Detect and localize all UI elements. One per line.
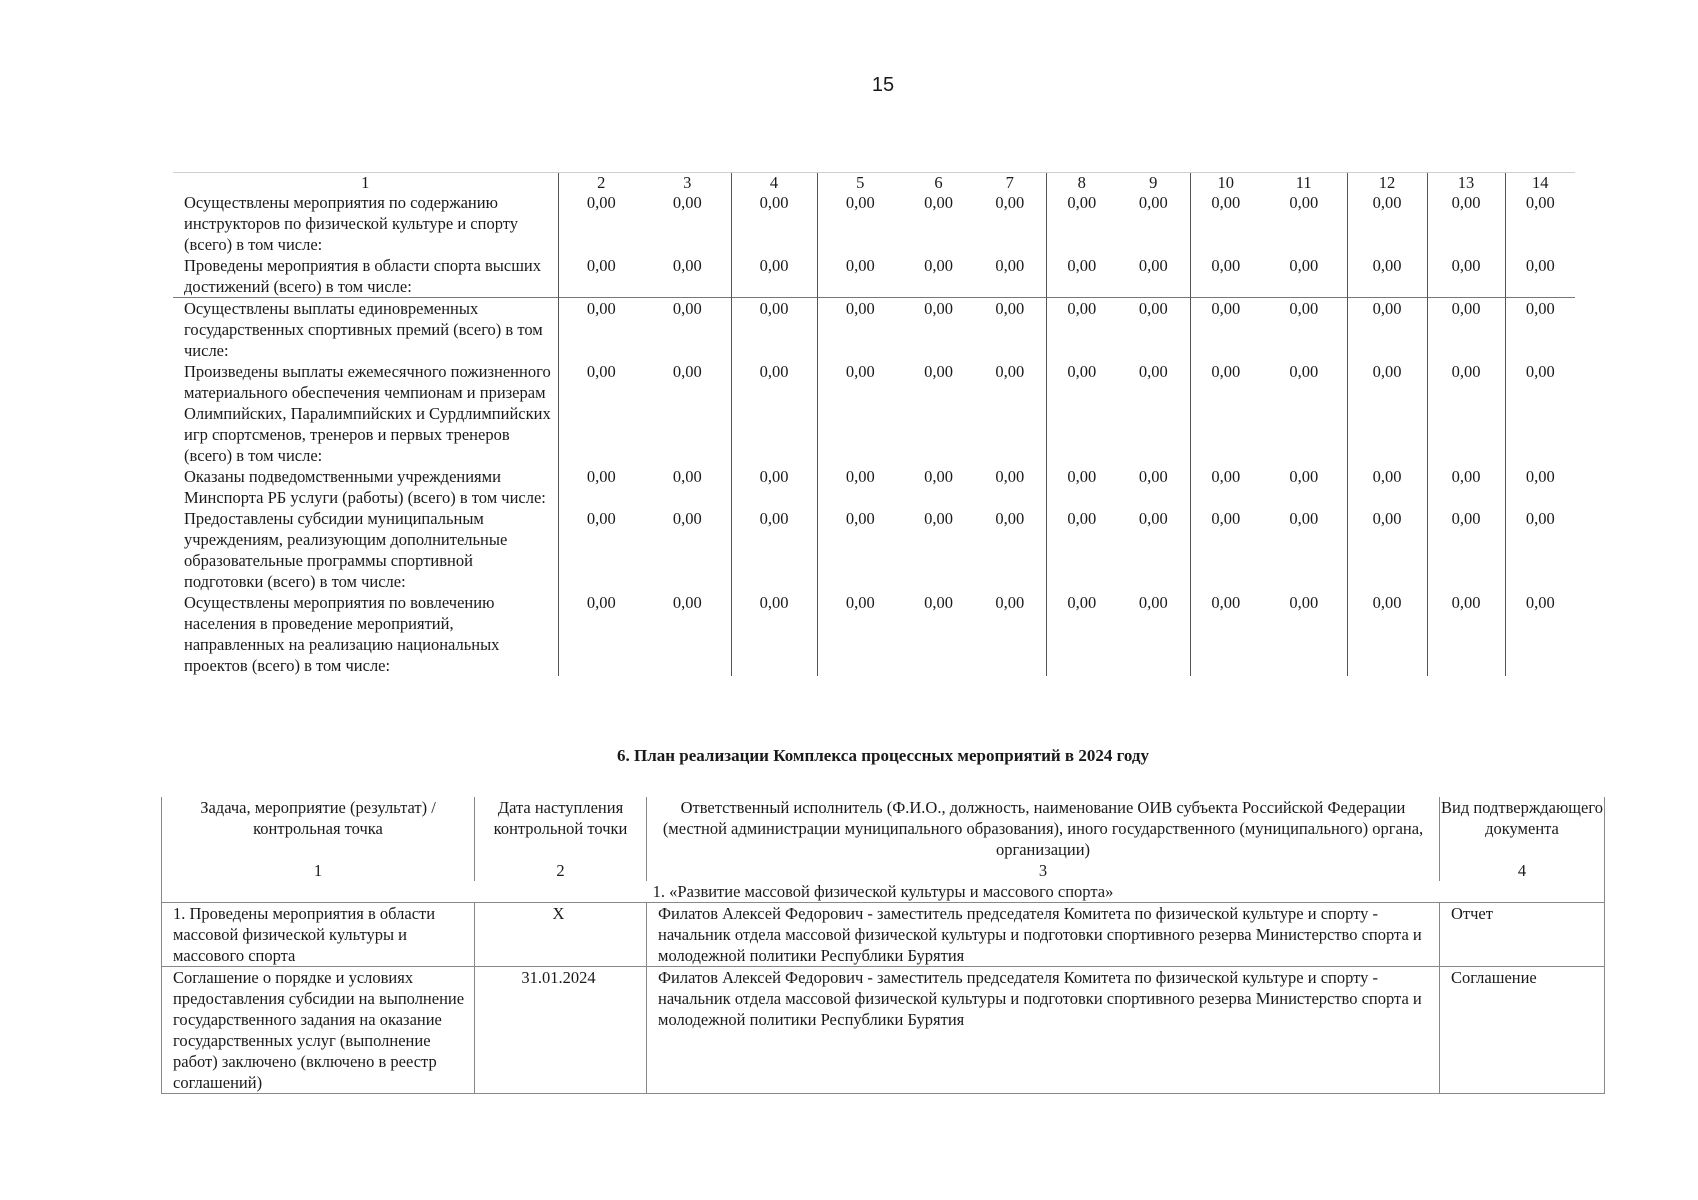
funding-table xyxy=(173,172,1575,676)
funding-value-cell: 0,00 xyxy=(644,298,731,362)
funding-value-cell: 0,00 xyxy=(1190,592,1261,676)
funding-row-label: Предоставлены субсидии муниципальным учреждениям, реализующим дополнительные образовательные программы спортивной подготовки (всего) в том числе: xyxy=(184,509,508,591)
funding-value-cell: 0,00 xyxy=(924,467,953,486)
funding-value-cell: 0,00 xyxy=(1347,192,1427,255)
funding-value-cell: 0,00 xyxy=(731,361,817,466)
funding-value-cell: 0,00 xyxy=(1505,592,1575,676)
funding-header-row xyxy=(173,173,1575,193)
funding-value-cell: 0,00 xyxy=(1138,467,1168,486)
funding-value-cell: 0,00 xyxy=(1427,298,1505,362)
funding-header-cell: 3 xyxy=(644,173,731,193)
plan-row xyxy=(162,967,1605,1094)
funding-value-cell: 0,00 xyxy=(1427,192,1505,255)
plan-task-cell: 1. Проведены мероприятия в области массовой физической культуры и массового спорта xyxy=(162,903,475,967)
funding-row-label: Проведены мероприятия в области спорта высших достижений (всего) в том числе: xyxy=(184,256,541,296)
funding-value-cell: 0,00 xyxy=(1427,466,1505,508)
funding-row xyxy=(173,255,1575,298)
funding-value-cell: 0,00 xyxy=(1505,255,1575,298)
funding-value-cell: 0,00 xyxy=(1138,593,1168,612)
funding-value-cell: 0,00 xyxy=(1347,508,1427,592)
funding-value-cell: 0,00 xyxy=(817,508,903,592)
funding-value-cell: 0,00 xyxy=(995,362,1025,381)
funding-value-cell: 0,00 xyxy=(1347,255,1427,298)
funding-header-cell: 6 xyxy=(903,173,974,193)
funding-value-cell: 0,00 xyxy=(672,256,702,275)
funding-value-cell: 0,00 xyxy=(1261,298,1347,362)
funding-value-cell: 0,00 xyxy=(731,298,817,362)
funding-value-cell: 0,00 xyxy=(1289,256,1319,275)
funding-row xyxy=(173,298,1575,362)
funding-value-cell: 0,00 xyxy=(1190,298,1261,362)
plan-number-cell: 1 xyxy=(162,860,475,881)
plan-header-date: Дата наступления контрольной точки xyxy=(475,797,647,860)
funding-value-cell: 0,00 xyxy=(1347,592,1427,676)
funding-header-cell: 10 xyxy=(1190,173,1261,193)
funding-value-cell: 0,00 xyxy=(924,256,953,275)
funding-value-cell: 0,00 xyxy=(558,192,644,255)
funding-value-cell: 0,00 xyxy=(1505,466,1575,508)
plan-section-row xyxy=(162,881,1605,903)
funding-value-cell: 0,00 xyxy=(672,509,702,528)
funding-header-cell: 12 xyxy=(1347,173,1427,193)
funding-value-cell: 0,00 xyxy=(974,298,1046,362)
funding-value-cell: 0,00 xyxy=(817,361,903,466)
funding-value-cell: 0,00 xyxy=(817,592,903,676)
section-title: 6. План реализации Комплекса процессных мероприятий в 2024 году xyxy=(616,746,1150,765)
funding-value-cell: 0,00 xyxy=(558,592,644,676)
funding-value-cell: 0,00 xyxy=(1046,192,1117,255)
funding-value-cell: 0,00 xyxy=(558,255,644,298)
funding-row-label: Произведены выплаты ежемесячного пожизненного материального обеспечения чемпионам и призерам Олимпийских, Паралимпийских и Сурдлимпийских игр спортсменов, тренеров и первых тренеров (всего) в том числе: xyxy=(184,362,551,465)
funding-value-cell: 0,00 xyxy=(817,255,903,298)
plan-number-cell: 4 xyxy=(1440,860,1605,881)
plan-header-doc: Вид подтверждающего документа xyxy=(1440,797,1605,860)
funding-value-cell: 0,00 xyxy=(1427,361,1505,466)
funding-value-cell: 0,00 xyxy=(1046,592,1117,676)
funding-row-label: Осуществлены выплаты единовременных государственных спортивных премий (всего) в том числе: xyxy=(173,298,558,362)
funding-value-cell: 0,00 xyxy=(1505,298,1575,362)
funding-row-label: Осуществлены мероприятия по содержанию инструкторов по физической культуре и спорту (всего) в том числе: xyxy=(184,193,518,254)
funding-row xyxy=(173,592,1575,676)
plan-doc-cell: Отчет xyxy=(1440,903,1605,967)
funding-row xyxy=(173,508,1575,592)
funding-value-cell: 0,00 xyxy=(1138,256,1168,275)
plan-date-cell: 31.01.2024 xyxy=(475,967,647,1094)
funding-value-cell: 0,00 xyxy=(1046,508,1117,592)
funding-value-cell: 0,00 xyxy=(672,593,702,612)
funding-value-cell: 0,00 xyxy=(817,298,903,362)
funding-header-cell: 11 xyxy=(1261,173,1347,193)
funding-value-cell: 0,00 xyxy=(1190,192,1261,255)
funding-header-cell: 9 xyxy=(1117,173,1190,193)
funding-value-cell: 0,00 xyxy=(1289,467,1319,486)
plan-number-cell: 3 xyxy=(647,860,1440,881)
plan-doc-cell: Соглашение xyxy=(1440,967,1605,1094)
funding-value-cell: 0,00 xyxy=(558,361,644,466)
funding-value-cell: 0,00 xyxy=(1190,255,1261,298)
funding-value-cell: 0,00 xyxy=(995,593,1025,612)
funding-value-cell: 0,00 xyxy=(995,509,1025,528)
funding-value-cell: 0,00 xyxy=(672,362,702,381)
funding-value-cell: 0,00 xyxy=(672,193,702,212)
funding-value-cell: 0,00 xyxy=(1138,362,1168,381)
plan-header-row xyxy=(162,797,1605,860)
funding-header-cell: 14 xyxy=(1505,173,1575,193)
funding-value-cell: 0,00 xyxy=(1046,255,1117,298)
funding-value-cell: 0,00 xyxy=(1505,192,1575,255)
plan-executor-cell: Филатов Алексей Федорович - заместитель председателя Комитета по физической культуре и спорту - начальник отдела массовой физической культуры и подготовки спортивного резерва Министерство спорта и молодежной политики Республики Бурятия xyxy=(647,903,1440,967)
funding-value-cell: 0,00 xyxy=(1190,508,1261,592)
funding-value-cell: 0,00 xyxy=(731,192,817,255)
funding-value-cell: 0,00 xyxy=(1289,509,1319,528)
funding-value-cell: 0,00 xyxy=(1427,592,1505,676)
funding-value-cell: 0,00 xyxy=(731,466,817,508)
funding-value-cell: 0,00 xyxy=(731,508,817,592)
funding-value-cell: 0,00 xyxy=(817,466,903,508)
funding-value-cell: 0,00 xyxy=(1347,298,1427,362)
funding-value-cell: 0,00 xyxy=(1046,361,1117,466)
plan-header-task: Задача, мероприятие (результат) / контрольная точка xyxy=(162,797,475,860)
plan-row xyxy=(162,903,1605,967)
funding-row xyxy=(173,466,1575,508)
funding-value-cell: 0,00 xyxy=(924,593,953,612)
plan-number-cell: 2 xyxy=(475,860,647,881)
funding-row xyxy=(173,192,1575,255)
plan-header-executor: Ответственный исполнитель (Ф.И.О., должность, наименование ОИВ субъекта Российской Федерации (местной администрации муниципального образования), иного государственного (муниципального) органа, организации) xyxy=(647,797,1440,860)
funding-row-label: Осуществлены мероприятия по вовлечению населения в проведение мероприятий, направленных на реализацию национальных проектов (всего) в том числе: xyxy=(184,593,500,675)
funding-row-label: Оказаны подведомственными учреждениями Минспорта РБ услуги (работы) (всего) в том числе: xyxy=(184,467,546,507)
funding-value-cell: 0,00 xyxy=(1347,361,1427,466)
funding-header-cell: 8 xyxy=(1046,173,1117,193)
funding-value-cell: 0,00 xyxy=(1347,466,1427,508)
plan-date-cell: X xyxy=(475,903,647,967)
funding-value-cell: 0,00 xyxy=(1046,466,1117,508)
funding-header-cell: 4 xyxy=(731,173,817,193)
plan-task-cell: Соглашение о порядке и условиях предоставления субсидии на выполнение государственного задания на оказание государственных услуг (выполнение работ) заключено (включено в реестр соглашений) xyxy=(162,967,475,1094)
funding-value-cell: 0,00 xyxy=(1138,509,1168,528)
funding-value-cell: 0,00 xyxy=(924,362,953,381)
funding-value-cell: 0,00 xyxy=(672,467,702,486)
funding-value-cell: 0,00 xyxy=(558,298,644,362)
funding-row xyxy=(173,361,1575,466)
funding-header-cell: 7 xyxy=(974,173,1046,193)
funding-value-cell: 0,00 xyxy=(1505,508,1575,592)
funding-value-cell: 0,00 xyxy=(1190,466,1261,508)
funding-value-cell: 0,00 xyxy=(924,509,953,528)
plan-executor-cell: Филатов Алексей Федорович - заместитель председателя Комитета по физической культуре и спорту - начальник отдела массовой физической культуры и подготовки спортивного резерва Министерство спорта и молодежной политики Республики Бурятия xyxy=(647,967,1440,1094)
funding-value-cell: 0,00 xyxy=(1427,255,1505,298)
funding-value-cell: 0,00 xyxy=(903,298,974,362)
funding-value-cell: 0,00 xyxy=(1190,361,1261,466)
funding-value-cell: 0,00 xyxy=(558,466,644,508)
funding-value-cell: 0,00 xyxy=(995,256,1025,275)
funding-header-cell: 2 xyxy=(558,173,644,193)
funding-value-cell: 0,00 xyxy=(1117,298,1190,362)
page-number: 15 xyxy=(871,74,895,96)
funding-value-cell: 0,00 xyxy=(1427,508,1505,592)
plan-section-title: 1. «Развитие массовой физической культуры и массового спорта» xyxy=(162,881,1605,903)
funding-value-cell: 0,00 xyxy=(1138,193,1168,212)
funding-value-cell: 0,00 xyxy=(558,508,644,592)
funding-value-cell: 0,00 xyxy=(731,255,817,298)
funding-value-cell: 0,00 xyxy=(924,193,953,212)
funding-value-cell: 0,00 xyxy=(1046,298,1117,362)
plan-table xyxy=(161,797,1605,1094)
funding-header-cell: 13 xyxy=(1427,173,1505,193)
funding-value-cell: 0,00 xyxy=(731,592,817,676)
funding-value-cell: 0,00 xyxy=(995,467,1025,486)
plan-number-row xyxy=(162,860,1605,881)
funding-header-cell: 5 xyxy=(817,173,903,193)
funding-value-cell: 0,00 xyxy=(1289,593,1319,612)
funding-value-cell: 0,00 xyxy=(1289,193,1319,212)
funding-value-cell: 0,00 xyxy=(1289,362,1319,381)
funding-header-cell: 1 xyxy=(173,173,558,193)
funding-value-cell: 0,00 xyxy=(817,192,903,255)
funding-value-cell: 0,00 xyxy=(995,193,1025,212)
funding-value-cell: 0,00 xyxy=(1505,361,1575,466)
